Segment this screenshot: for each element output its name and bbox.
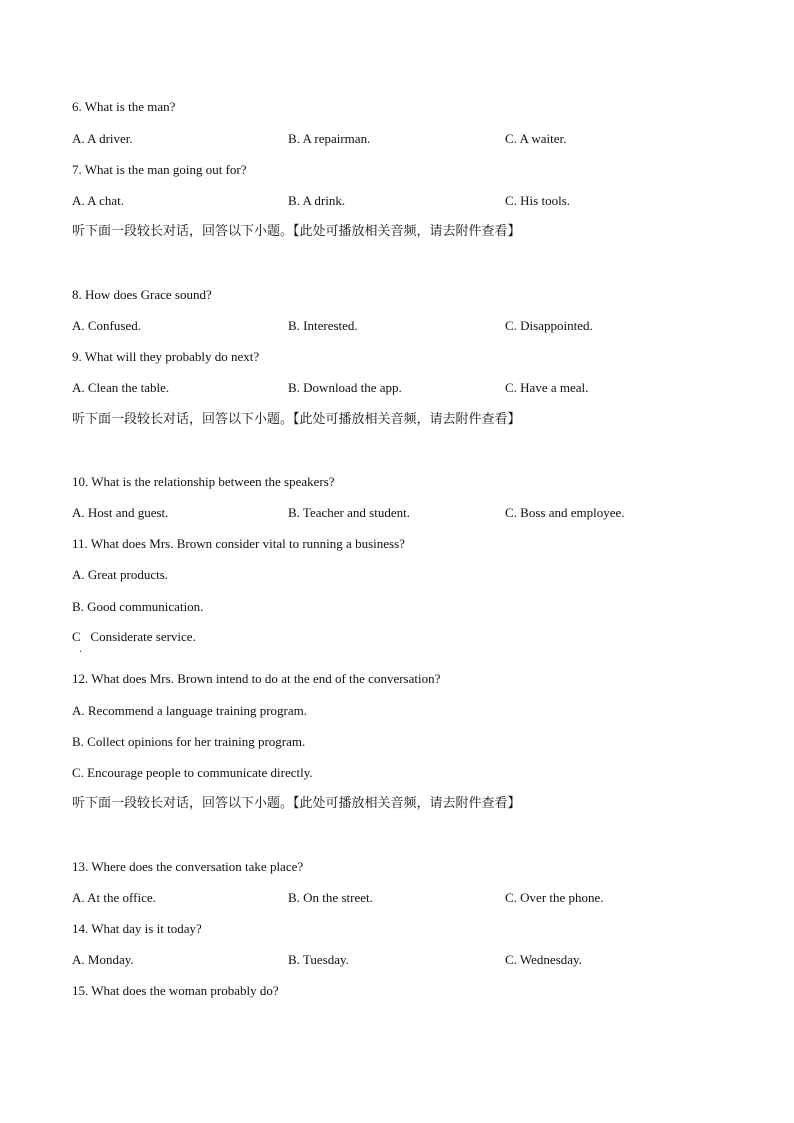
q6-option-b: B. A repairman. [288,131,371,146]
q12-option-c: C. Encourage people to communicate directly. [72,765,313,780]
q12-option-a: A. Recommend a language training program. [72,703,308,718]
q11-option-c: C Considerate service. [72,629,196,644]
q13-option-a: A. At the office. [72,890,156,905]
q6-option-a: A. A driver. [72,131,133,146]
q10-option-b: B. Teacher and student. [288,505,410,520]
question-14: 14. What day is it today? [72,921,202,936]
question-9: 9. What will they probably do next? [72,349,260,364]
q11-option-a: A. Great products. [72,567,169,582]
q14-option-b: B. Tuesday. [288,952,349,967]
q8-option-c: C. Disappointed. [505,318,593,333]
q8-option-a: A. Confused. [72,318,141,333]
q12-option-b: B. Collect opinions for her training program. [72,734,306,749]
listening-instruction-1: 听下面一段较长对话，回答以下小题。【此处可播放相关音频，请去附件查看】 [72,224,521,239]
q9-option-c: C. Have a meal. [505,380,589,395]
q10-option-c: C. Boss and employee. [505,505,625,520]
question-10: 10. What is the relationship between the speakers? [72,474,335,489]
listening-instruction-2: 听下面一段较长对话，回答以下小题。【此处可播放相关音频，请去附件查看】 [72,412,521,427]
listening-instruction-3: 听下面一段较长对话，回答以下小题。【此处可播放相关音频，请去附件查看】 [72,796,521,811]
q10-option-a: A. Host and guest. [72,505,169,520]
q9-option-b: B. Download the app. [288,380,402,395]
q6-option-c: C. A waiter. [505,131,567,146]
q14-option-c: C. Wednesday. [505,952,582,967]
question-11: 11. What does Mrs. Brown consider vital to running a business? [72,536,405,551]
q11-option-b: B. Good communication. [72,599,204,614]
question-12: 12. What does Mrs. Brown intend to do at the end of the conversation? [72,671,441,686]
q14-option-a: A. Monday. [72,952,134,967]
q9-option-a: A. Clean the table. [72,380,170,395]
question-6: 6. What is the man? [72,99,176,114]
question-15: 15. What does the woman probably do? [72,983,279,998]
q7-option-c: C. His tools. [505,193,571,208]
q8-option-b: B. Interested. [288,318,358,333]
stray-dot: · [79,647,83,658]
q13-option-c: C. Over the phone. [505,890,604,905]
question-8: 8. How does Grace sound? [72,287,212,302]
q13-option-b: B. On the street. [288,890,373,905]
question-13: 13. Where does the conversation take place? [72,859,304,874]
question-7: 7. What is the man going out for? [72,162,247,177]
q7-option-b: B. A drink. [288,193,346,208]
q7-option-a: A. A chat. [72,193,124,208]
